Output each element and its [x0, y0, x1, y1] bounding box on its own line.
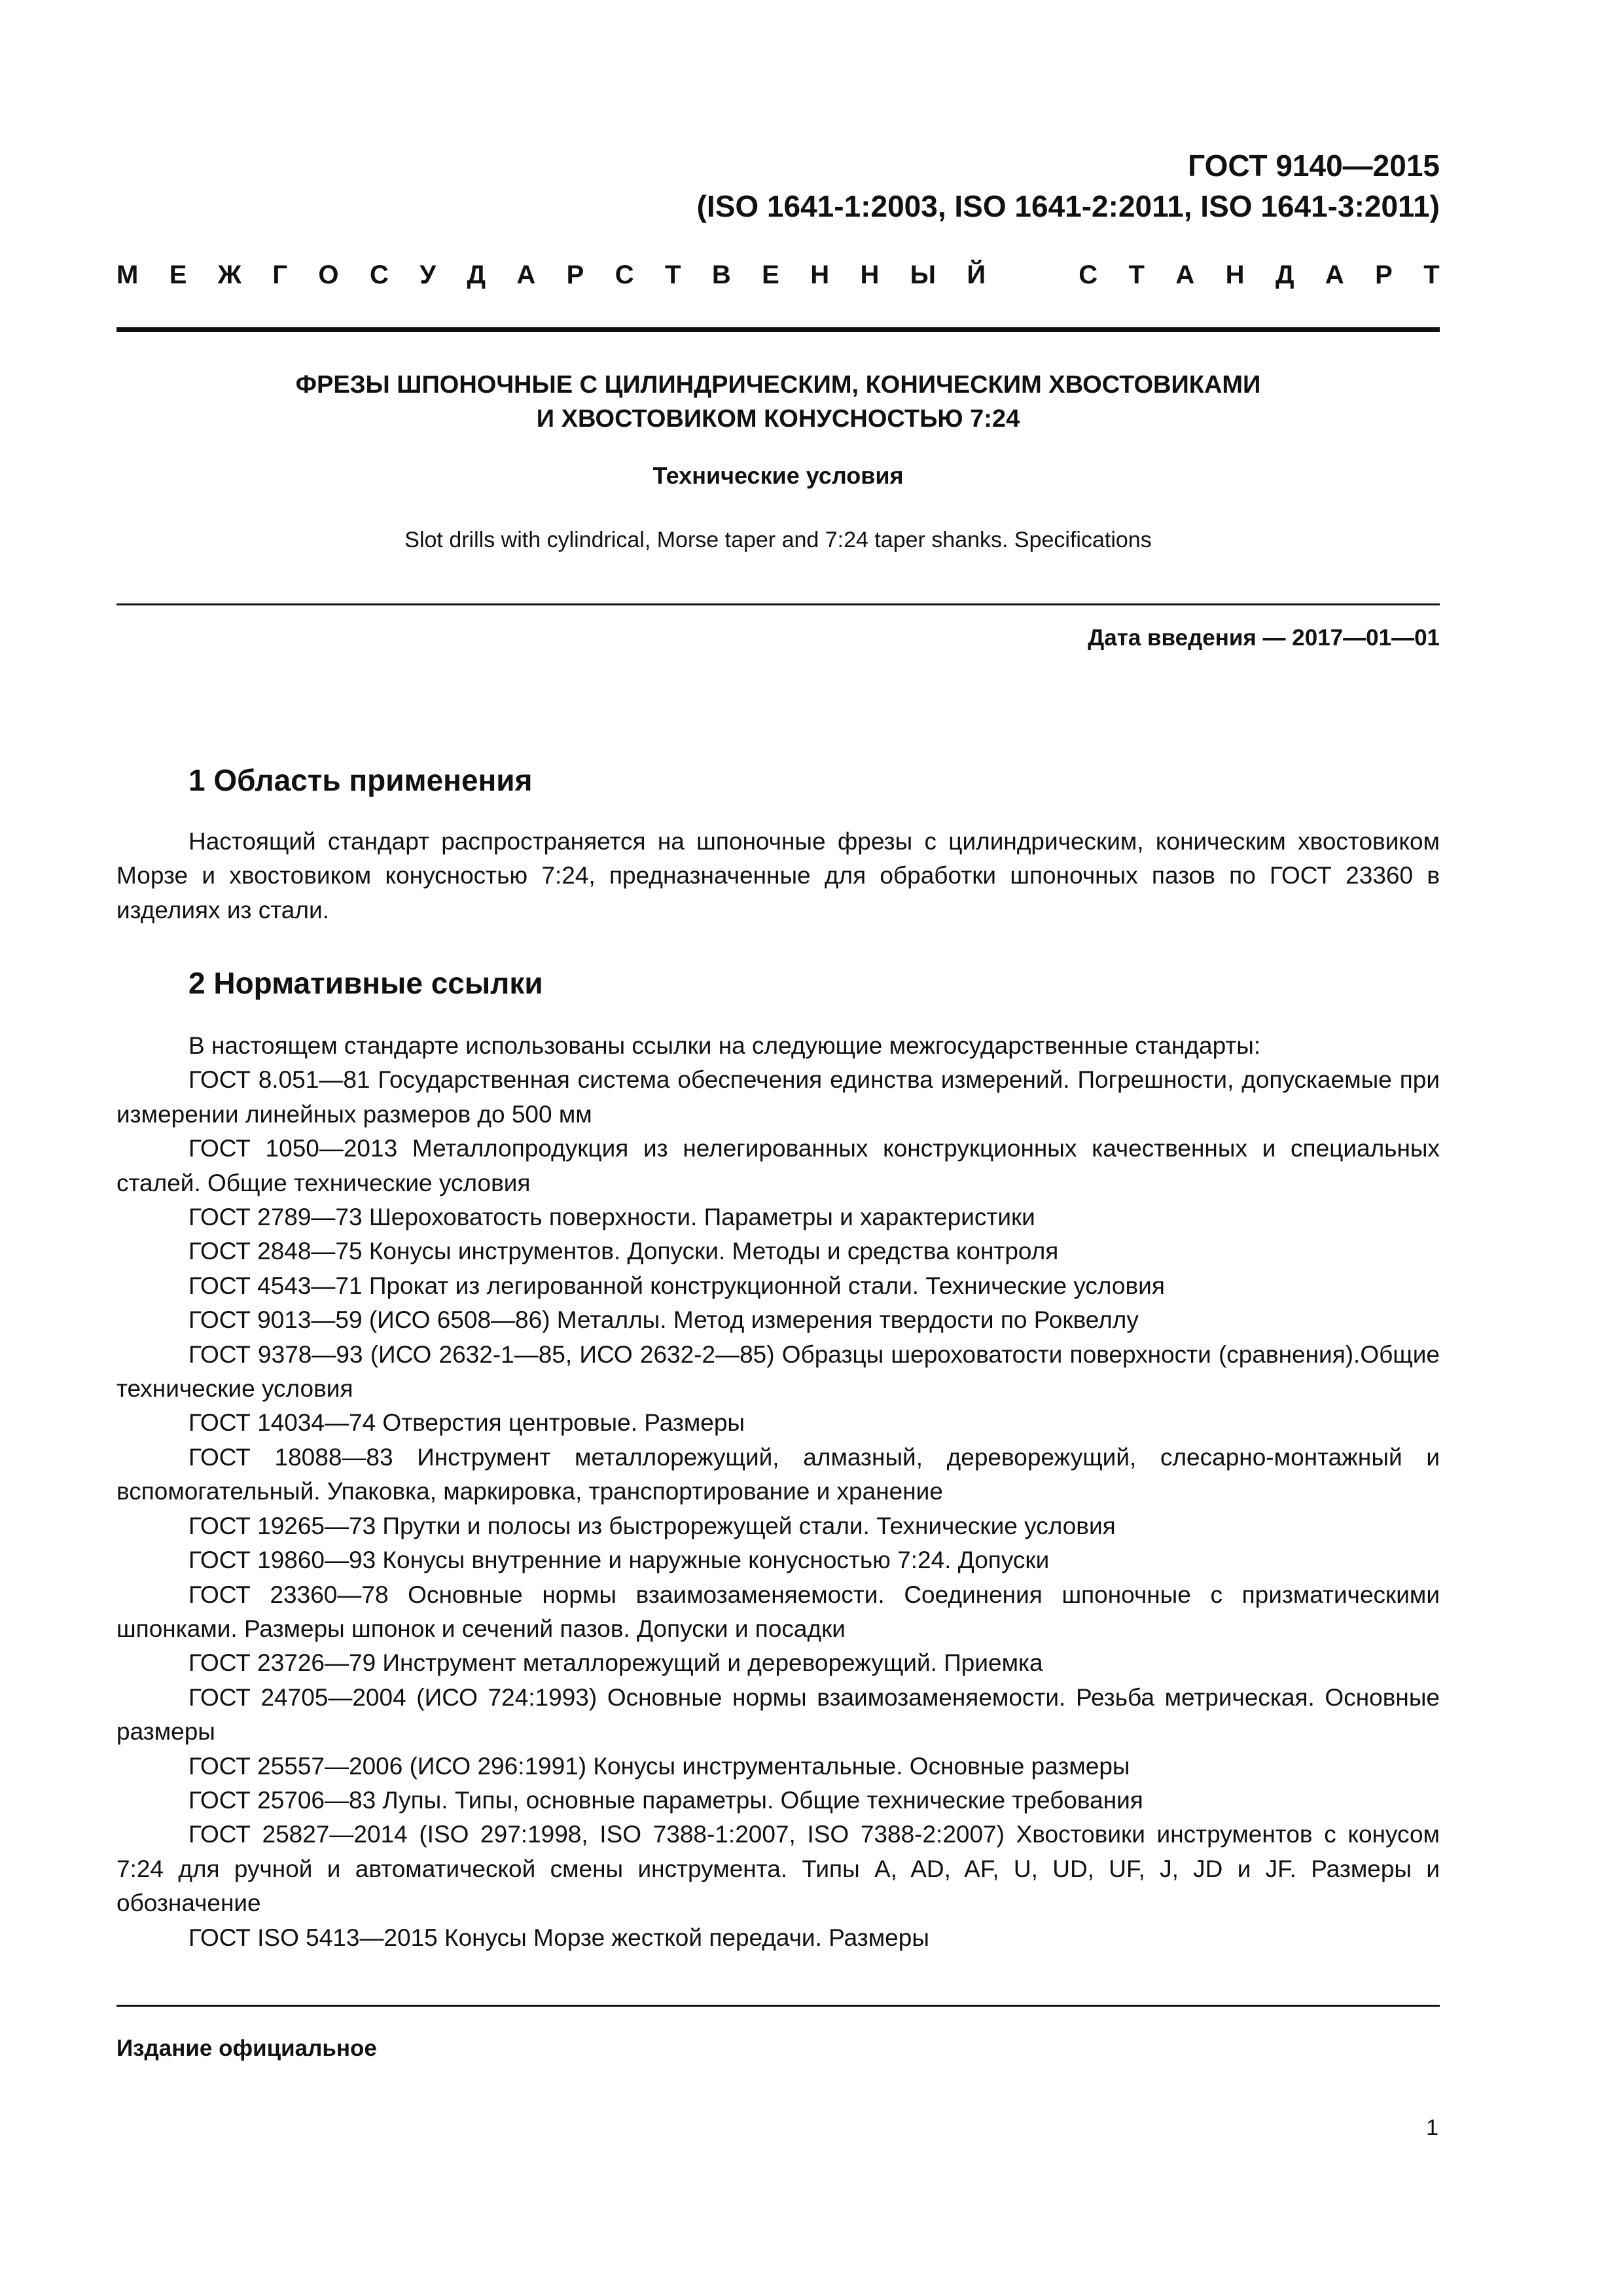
banner-letter: Й	[967, 260, 986, 289]
reference-item: ГОСТ 2789—73 Шероховатость поверхности. Параметры и характеристики	[188, 1204, 1035, 1231]
english-title: Slot drills with cylindrical, Morse taper and 7:24 taper shanks. Specifications	[404, 528, 1152, 552]
banner-letter: Т	[1128, 260, 1145, 289]
banner-letter: Д	[467, 260, 486, 289]
banner-letter: Н	[860, 260, 880, 289]
reference-item: ГОСТ 23360—78 Основные нормы взаимозаменяемости. Соединения шпоночные с призматическими шпонками. Размеры шпонок и сечений пазов. Допуски и посадки	[116, 1581, 1440, 1642]
document-number: ГОСТ 9140—2015	[1188, 149, 1440, 183]
section-1-heading: 1 Область применения	[188, 763, 533, 797]
document-title	[116, 368, 1440, 436]
banner-letter: Г	[272, 260, 288, 289]
document-subtitle: Технические условия	[652, 462, 904, 489]
section-1-paragraph: Настоящий стандарт распространяется на шпоночные фрезы с цилиндрическим, коническим хвостовиком Морзе и хвостовиком конусностью 7:24, предназначенные для обработки шпоночных пазов по ГОСТ 23360 в изделиях из стали.	[116, 828, 1440, 924]
reference-item: ГОСТ 18088—83 Инструмент металлорежущий, алмазный, дереворежущий, слесарно-монтажный и вспомогательный. Упаковка, маркировка, транспортирование и хранение	[116, 1443, 1440, 1505]
reference-item: ГОСТ 9378—93 (ИСО 2632-1—85, ИСО 2632-2—85) Образцы шероховатости поверхности (сравнения).Общие технические условия	[116, 1340, 1440, 1403]
standard-type-banner	[116, 260, 1440, 297]
reference-item: ГОСТ 14034—74 Отверстия центровые. Размеры	[188, 1409, 745, 1437]
reference-item: ГОСТ 19860—93 Конусы внутренние и наружные конусностью 7:24. Допуски	[188, 1547, 1050, 1574]
banner-letter: Н	[1225, 260, 1245, 289]
introduction-date: Дата введения — 2017—01—01	[1088, 625, 1440, 651]
reference-item: ГОСТ ISO 5413—2015 Конусы Морзе жесткой передачи. Размеры	[188, 1924, 929, 1951]
banner-letter: У	[419, 260, 437, 289]
reference-item: ГОСТ 2848—75 Конусы инструментов. Допуски. Методы и средства контроля	[188, 1238, 1059, 1265]
reference-item: ГОСТ 25557—2006 (ИСО 296:1991) Конусы инструментальные. Основные размеры	[188, 1752, 1130, 1780]
iso-references: (ISO 1641-1:2003, ISO 1641-2:2011, ISO 1641-3:2011)	[696, 189, 1440, 223]
references-intro: В настоящем стандарте использованы ссылки на следующие межгосударственные стандарты:	[188, 1032, 1261, 1059]
banner-letter: Ж	[217, 260, 241, 289]
banner-letter: Р	[566, 260, 584, 289]
banner-letter: Р	[1375, 260, 1393, 289]
reference-item: ГОСТ 25706—83 Лупы. Типы, основные параметры. Общие технические требования	[188, 1786, 1143, 1814]
reference-item: ГОСТ 19265—73 Прутки и полосы из быстрорежущей стали. Технические условия	[188, 1512, 1116, 1539]
banner-letter: А	[1175, 260, 1195, 289]
banner-letter: А	[516, 260, 536, 289]
banner-letter: Д	[1275, 260, 1294, 289]
reference-item: ГОСТ 1050—2013 Металлопродукция из нелегированных конструкционных качественных и специальных сталей. Общие технические условия	[116, 1135, 1440, 1196]
banner-letter: С	[369, 260, 389, 289]
reference-item: ГОСТ 25827—2014 (ISO 297:1998, ISO 7388-1:2007, ISO 7388-2:2007) Хвостовики инструментов с конусом 7:24 для ручной и автоматической смены инструмента. Типы A, AD, AF, U, UD, UF, J, JD и JF. Размеры и обозначение	[116, 1821, 1440, 1917]
header-divider	[116, 327, 1440, 332]
title-line-2: И ХВОСТОВИКОМ КОНУСНОСТЬЮ 7:24	[536, 405, 1020, 433]
banner-letter: С	[1079, 260, 1098, 289]
reference-item: ГОСТ 8.051—81 Государственная система обеспечения единства измерений. Погрешности, допускаемые при измерении линейных размеров до 500 мм	[116, 1066, 1440, 1128]
title-line-1: ФРЕЗЫ ШПОНОЧНЫЕ С ЦИЛИНДРИЧЕСКИМ, КОНИЧЕСКИМ ХВОСТОВИКАМИ	[295, 371, 1261, 399]
banner-letter: Н	[810, 260, 830, 289]
title-divider	[116, 603, 1440, 605]
banner-letter: Е	[169, 260, 187, 289]
section-1-body	[116, 825, 1440, 927]
banner-letter: В	[711, 260, 731, 289]
official-edition-label: Издание официальное	[116, 2036, 377, 2061]
reference-item: ГОСТ 24705—2004 (ИСО 724:1993) Основные нормы взаимозаменяемости. Резьба метрическая. Основные размеры	[116, 1683, 1440, 1746]
banner-letter: Е	[762, 260, 779, 289]
footer-divider	[116, 2005, 1440, 2007]
reference-item: ГОСТ 23726—79 Инструмент металлорежущий и дереворежущий. Приемка	[188, 1649, 1043, 1677]
banner-letter: Т	[665, 260, 681, 289]
banner-letter: Т	[1423, 260, 1440, 289]
banner-letter: С	[615, 260, 634, 289]
section-2-body	[116, 1029, 1440, 1955]
banner-letter: А	[1325, 260, 1344, 289]
banner-letter: М	[116, 260, 139, 289]
section-2-heading: 2 Нормативные ссылки	[188, 966, 543, 1000]
reference-item: ГОСТ 4543—71 Прокат из легированной конструкционной стали. Технические условия	[188, 1272, 1165, 1299]
reference-item: ГОСТ 9013—59 (ИСО 6508—86) Металлы. Метод измерения твердости по Роквеллу	[188, 1306, 1139, 1334]
banner-letter: Ы	[910, 260, 936, 289]
page-number: 1	[1426, 2115, 1438, 2140]
banner-letter: О	[318, 260, 339, 289]
